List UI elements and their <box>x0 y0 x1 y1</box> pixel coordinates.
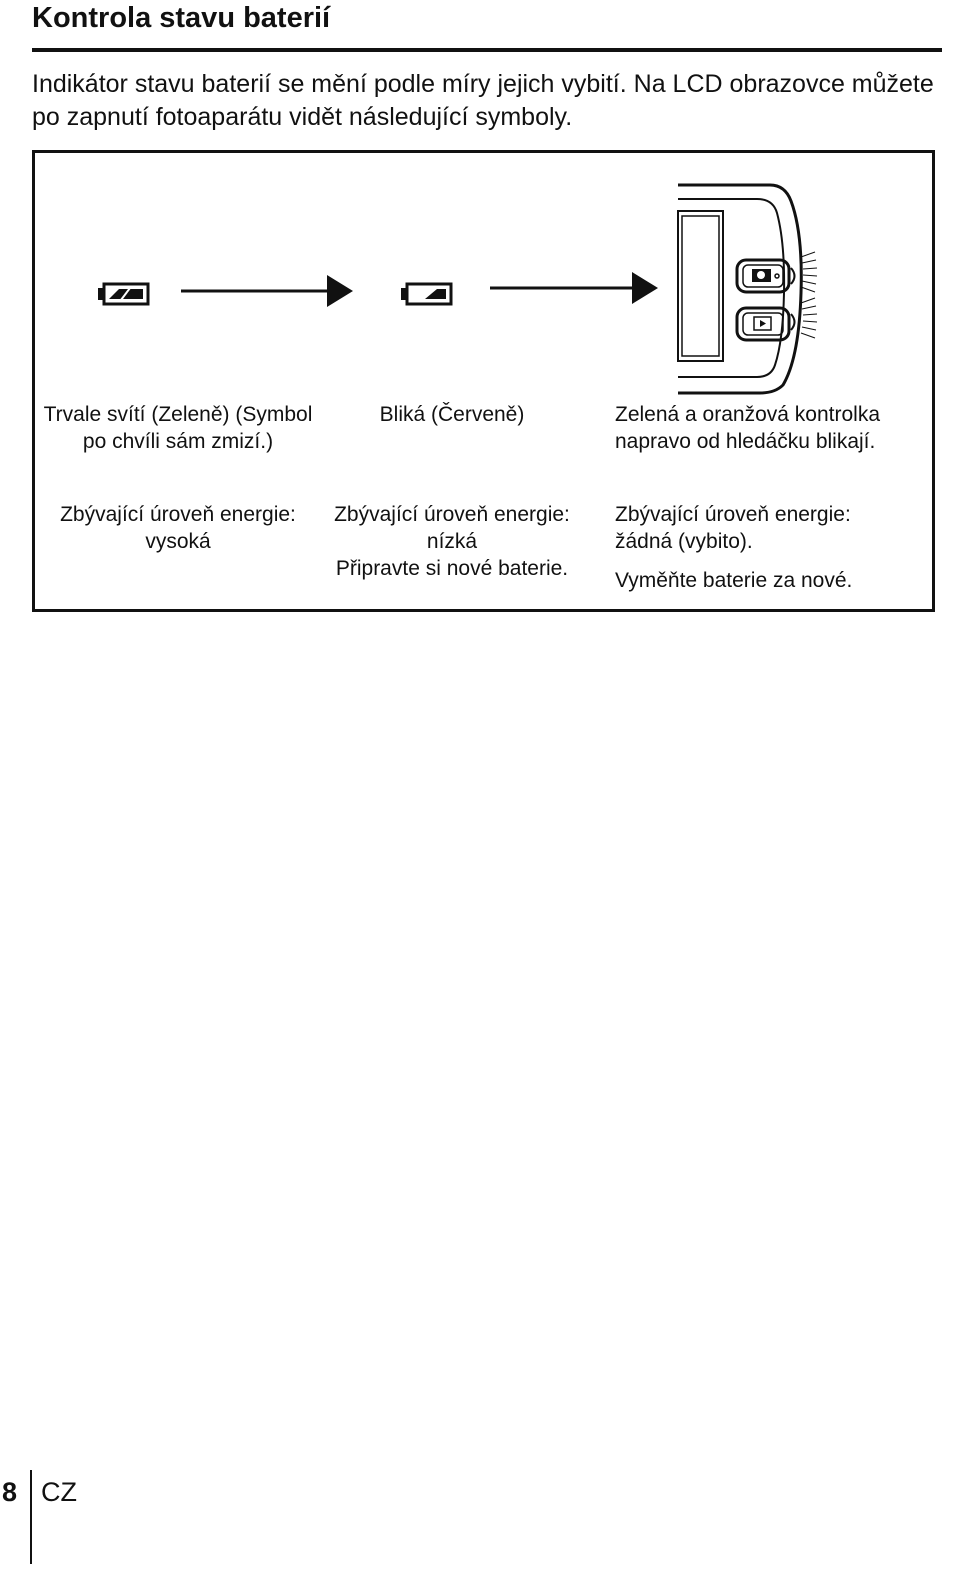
title-divider <box>32 48 942 52</box>
energy-value: žádná (vybito). <box>615 530 753 553</box>
energy-empty <box>615 501 935 594</box>
camera-back-illustration <box>678 185 817 393</box>
energy-value: vysoká <box>145 530 211 553</box>
page-number: 8 <box>2 1477 18 1507</box>
status-low: Bliká (Červeně) <box>379 403 525 426</box>
energy-action: Připravte si nové baterie. <box>335 557 569 580</box>
battery-status-box <box>32 150 935 612</box>
energy-action: Vyměňte baterie za nové. <box>615 569 853 592</box>
status-empty: Zelená a oranžová kontrolka napravo od hledáčku blikají. <box>615 403 880 453</box>
energy-value: nízká <box>426 530 478 553</box>
energy-label: Zbývající úroveň energie: <box>334 503 570 526</box>
status-full: Trvale svítí (Zeleně) (Symbol po chvíli sám zmizí.) <box>43 403 313 453</box>
page-title: Kontrola stavu baterií <box>32 2 331 34</box>
blinking-lamp-icon <box>791 252 817 338</box>
energy-full <box>39 501 317 555</box>
arrow-right-icon <box>490 272 658 304</box>
arrow-right-icon <box>181 275 353 307</box>
energy-label: Zbývající úroveň energie: <box>60 503 296 526</box>
energy-low <box>317 501 587 582</box>
battery-full-icon <box>98 284 148 304</box>
energy-label: Zbývající úroveň energie: <box>615 503 851 526</box>
language-code: CZ <box>41 1477 77 1507</box>
camera-icon <box>737 260 789 292</box>
footer-divider <box>30 1470 32 1564</box>
battery-low-icon <box>401 284 451 304</box>
intro-paragraph: Indikátor stavu baterií se mění podle míry jejich vybití. Na LCD obrazovce můžete po zapnutí fotoaparátu vidět následující symboly. <box>32 70 934 131</box>
